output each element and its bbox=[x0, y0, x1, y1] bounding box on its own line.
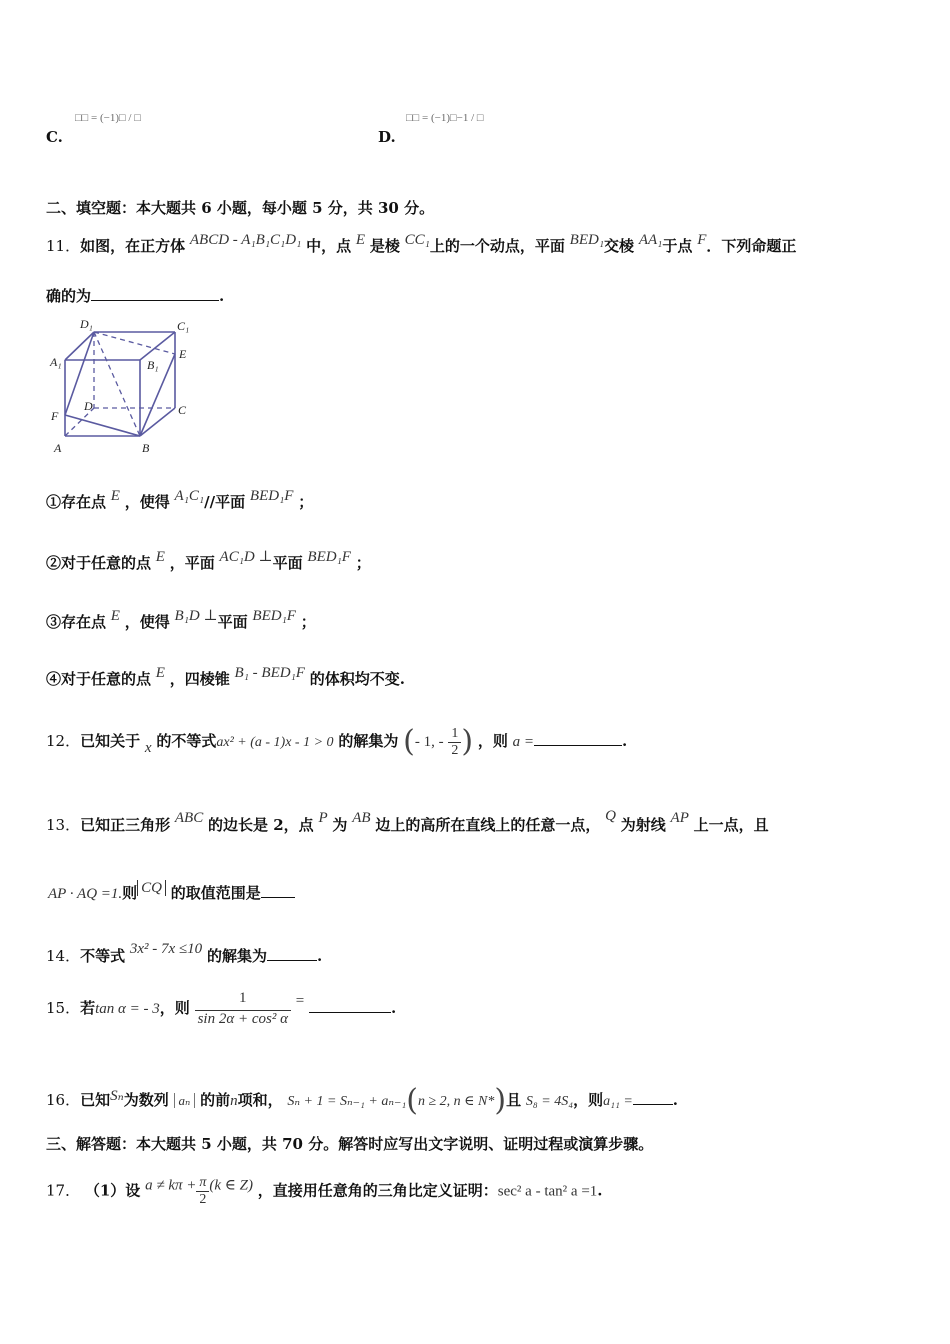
statement-3 bbox=[46, 606, 316, 632]
q14-text: 不等式 bbox=[80, 947, 126, 965]
q13-text: 则 bbox=[122, 884, 138, 902]
q13-text: 上一点，且 bbox=[693, 816, 769, 834]
frac-den: sin 2α + cos² α bbox=[197, 1011, 288, 1027]
q12-close-paren: ) bbox=[461, 724, 474, 759]
question-11 bbox=[46, 232, 796, 256]
q13-text: 为 bbox=[332, 816, 348, 834]
label-a: A bbox=[54, 441, 62, 455]
q11-text: 如图，在正方体 bbox=[80, 237, 186, 255]
q12-fraction bbox=[448, 726, 461, 759]
q13-text: 边上的高所在直线上的任意一点， bbox=[375, 816, 601, 834]
answer-blank[interactable] bbox=[534, 731, 622, 746]
frac-num: π bbox=[196, 1175, 209, 1192]
label-b: B bbox=[142, 441, 150, 455]
q16-sequence: aₙ bbox=[174, 1093, 196, 1108]
q16-text: 且 bbox=[506, 1091, 522, 1109]
label-c: C bbox=[178, 403, 187, 417]
stmt-math: AC₁D ⊥ bbox=[219, 549, 273, 565]
frac-num: 1 bbox=[448, 726, 461, 743]
question-12 bbox=[46, 724, 627, 759]
label-b1: B₁ bbox=[147, 358, 159, 372]
stmt-text: ，使得 bbox=[124, 493, 170, 511]
stmt-text: 平面 bbox=[217, 613, 248, 631]
q16-open-paren: ( bbox=[406, 1083, 418, 1118]
q12-text: 的解集为 bbox=[338, 732, 399, 750]
q17-condition: a ≠ kπ + bbox=[145, 1177, 197, 1194]
q17-text: （1）设 bbox=[84, 1181, 141, 1200]
q13-text: 已知正三角形 bbox=[80, 816, 171, 834]
label-a1: A₁ bbox=[50, 355, 62, 369]
stmt-text: //平面 bbox=[204, 493, 246, 511]
stmt-math: E bbox=[155, 549, 165, 565]
q12-math: a = bbox=[512, 734, 535, 750]
q13-text: 的边长是 2，点 bbox=[208, 816, 314, 834]
question-17 bbox=[46, 1175, 603, 1208]
q16-math: S₈ = 4S₄ bbox=[525, 1094, 574, 1109]
q14-text: 的解集为 bbox=[206, 947, 267, 965]
stmt-math: BED₁F bbox=[249, 488, 294, 504]
q15-number: 15． bbox=[46, 999, 81, 1017]
q17-math: (k ∈ Z) bbox=[209, 1177, 253, 1194]
q13-math: Q bbox=[605, 808, 616, 824]
q15-end: . bbox=[390, 999, 397, 1017]
cube-figure bbox=[44, 312, 204, 460]
q12-math: x bbox=[144, 740, 152, 756]
q11-plane: BED₁ bbox=[569, 232, 605, 248]
frac-den: 2 bbox=[199, 1192, 207, 1207]
q12-end: . bbox=[622, 732, 628, 750]
q11-cube: ABCD - A₁B₁C₁D₁ bbox=[189, 232, 302, 248]
stmt-text: ③存在点 bbox=[46, 613, 107, 631]
stmt-math: E bbox=[110, 608, 120, 624]
frac-den: 2 bbox=[451, 742, 459, 758]
option-c-formula: □□ = (−1)□ / □ bbox=[75, 112, 141, 124]
q13-math: AB bbox=[352, 810, 371, 826]
answer-blank[interactable] bbox=[309, 998, 391, 1013]
q15-equals: = bbox=[295, 993, 305, 1009]
question-15 bbox=[46, 990, 396, 1028]
q11-edge-aa1: AA₁ bbox=[638, 232, 663, 248]
stmt-math: BED₁F bbox=[307, 549, 351, 565]
q15-fraction bbox=[195, 990, 291, 1028]
q11-line2 bbox=[46, 285, 224, 306]
q17-fraction bbox=[196, 1175, 209, 1208]
option-d-formula: □□ = (−1)□−1 / □ bbox=[406, 112, 484, 124]
label-d1: D₁ bbox=[80, 317, 93, 331]
q11-text: 确的为 bbox=[46, 287, 92, 305]
statement-4 bbox=[46, 665, 405, 689]
answer-blank[interactable] bbox=[267, 946, 317, 961]
label-e: E bbox=[179, 347, 187, 361]
stmt-text: ②对于任意的点 bbox=[46, 554, 152, 572]
q16-text: 项和， bbox=[237, 1091, 283, 1109]
q14-number: 14． bbox=[46, 947, 81, 965]
stmt-text: ④对于任意的点 bbox=[46, 670, 152, 688]
q13-math: P bbox=[318, 810, 328, 826]
stmt-text: ，四棱锥 bbox=[169, 670, 230, 688]
q13-math: AP bbox=[670, 810, 689, 826]
q13-number: 13． bbox=[46, 816, 81, 834]
q14-inequality: 3x² - 7x ≤10 bbox=[129, 941, 203, 957]
stmt-math: A₁C₁ bbox=[174, 488, 205, 504]
q13-math: ABC bbox=[174, 810, 204, 826]
option-c-label: C. bbox=[46, 128, 63, 146]
q12-open-paren: ( bbox=[403, 724, 415, 759]
question-16 bbox=[46, 1083, 678, 1118]
q16-end: . bbox=[672, 1091, 679, 1109]
stmt-math: B₁ - BED₁F bbox=[234, 665, 305, 681]
q16-number: 16． bbox=[46, 1091, 81, 1109]
q12-interval: - 1, - bbox=[414, 734, 444, 750]
q11-text: 中，点 bbox=[306, 237, 352, 255]
q15-text: ，则 bbox=[159, 999, 190, 1017]
stmt-text: ①存在点 bbox=[46, 493, 107, 511]
q13-text: 为射线 bbox=[620, 816, 666, 834]
stmt-text: ，平面 bbox=[169, 554, 215, 572]
q11-text: 上的一个动点，平面 bbox=[429, 237, 565, 255]
answer-blank[interactable] bbox=[91, 286, 219, 301]
label-f: F bbox=[51, 409, 59, 423]
q13-abs-cq: CQ bbox=[137, 880, 166, 896]
stmt-text: 平面 bbox=[272, 554, 303, 572]
q17-number: 17． bbox=[46, 1181, 81, 1200]
q16-relation: Sₙ + 1 = Sₙ₋₁ + aₙ₋₁ bbox=[287, 1094, 407, 1109]
q16-text: ，则 bbox=[573, 1091, 604, 1109]
q11-number: 11． bbox=[46, 237, 81, 255]
stmt-math: E bbox=[110, 488, 120, 504]
stmt-math: B₁D ⊥ bbox=[174, 608, 218, 624]
question-14 bbox=[46, 941, 322, 966]
q12-text: 的不等式 bbox=[156, 732, 217, 750]
q11-text: 于点 bbox=[662, 237, 693, 255]
q16-math: n bbox=[230, 1093, 238, 1109]
stmt-end: ； bbox=[355, 554, 371, 572]
q16-text: 的前 bbox=[200, 1091, 231, 1109]
stmt-math: BED₁F bbox=[252, 608, 296, 624]
q13-line2 bbox=[48, 880, 295, 903]
q17-text: ，直接用任意角的三角比定义证明： bbox=[257, 1181, 498, 1200]
section-2-heading: 二、填空题：本大题共 6 小题，每小题 5 分，共 30 分。 bbox=[46, 199, 435, 217]
q17-end: . bbox=[597, 1181, 603, 1200]
stmt-end: ； bbox=[298, 493, 314, 511]
q11-text: 交棱 bbox=[604, 237, 635, 255]
q16-close-paren: ) bbox=[494, 1083, 507, 1118]
q13-text: 的取值范围是 bbox=[170, 884, 261, 902]
q15-text: 若 bbox=[80, 999, 96, 1017]
q15-condition: tan α = - 3 bbox=[95, 1001, 160, 1017]
option-d-label: D. bbox=[378, 128, 396, 146]
q17-identity: sec² a - tan² a =1 bbox=[497, 1183, 598, 1200]
answer-blank[interactable] bbox=[261, 883, 295, 898]
label-c1: C₁ bbox=[177, 319, 190, 333]
q12-inequality: ax² + (a - 1)x - 1 > 0 bbox=[216, 735, 334, 750]
question-13 bbox=[46, 808, 769, 835]
q13-dot-product: AP · AQ =1. bbox=[48, 886, 123, 902]
q12-text: 已知关于 bbox=[80, 732, 141, 750]
q12-number: 12． bbox=[46, 732, 81, 750]
stmt-text: ，使得 bbox=[124, 613, 170, 631]
frac-num: 1 bbox=[195, 990, 291, 1011]
stmt-math: E bbox=[155, 665, 165, 681]
q11-point-e: E bbox=[355, 232, 366, 248]
q16-math: Sₙ bbox=[110, 1088, 124, 1104]
q11-point-f: F bbox=[697, 232, 707, 248]
q12-text: ，则 bbox=[477, 732, 508, 750]
label-d: D bbox=[84, 399, 93, 413]
q11-text: 是棱 bbox=[369, 237, 400, 255]
q14-end: . bbox=[316, 947, 323, 965]
q11-edge-cc1: CC₁ bbox=[404, 232, 430, 248]
q16-text: 为数列 bbox=[123, 1091, 169, 1109]
q11-text: ．下列命题正 bbox=[706, 237, 797, 255]
q16-math: a₁₁ = bbox=[603, 1094, 633, 1109]
stmt-end: 的体积均不变. bbox=[309, 670, 405, 688]
q11-end: . bbox=[219, 287, 225, 305]
stmt-end: ； bbox=[300, 613, 316, 631]
statement-1 bbox=[46, 488, 313, 512]
section-3-heading: 三、解答题：本大题共 5 小题，共 70 分。解答时应写出文字说明、证明过程或演算步骤。 bbox=[46, 1135, 654, 1153]
statement-2 bbox=[46, 547, 371, 573]
q16-condition: n ≥ 2, n ∈ N* bbox=[417, 1094, 495, 1109]
q16-text: 已知 bbox=[80, 1091, 111, 1109]
answer-blank[interactable] bbox=[633, 1090, 673, 1105]
